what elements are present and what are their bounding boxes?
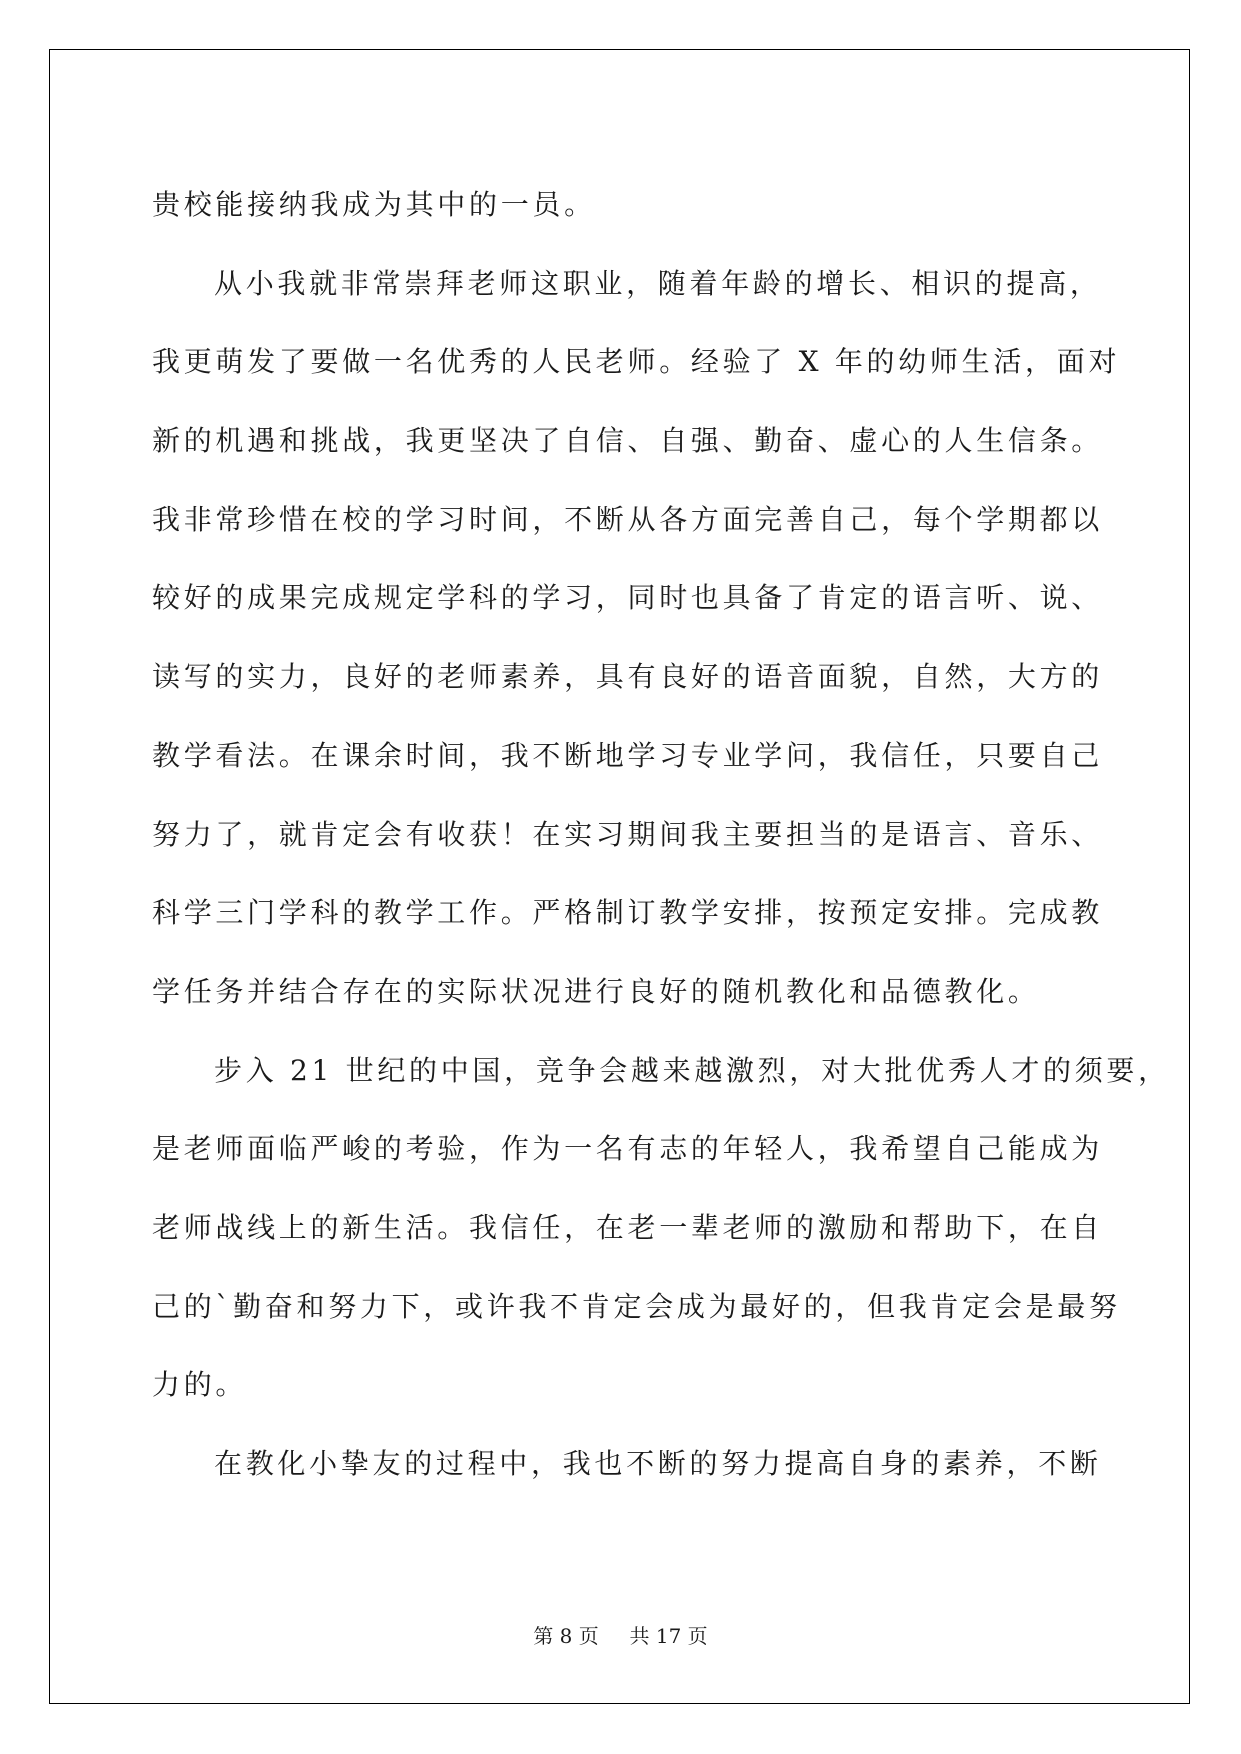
text-line: 读写的实力，良好的老师素养，具有良好的语音面貌，自然，大方的 xyxy=(152,660,1104,694)
page-number: 第 8 页 xyxy=(533,1624,599,1648)
text-line: 较好的成果完成规定学科的学习，同时也具备了肯定的语言听、说、 xyxy=(152,581,1104,615)
text-line: 我更萌发了要做一名优秀的人民老师。经验了 X 年的幼师生活，面对 xyxy=(152,345,1121,379)
text-line: 贵校能接纳我成为其中的一员。 xyxy=(152,188,596,221)
body-text xyxy=(152,166,1170,1504)
text-line: 己的`勤奋和努力下，或许我不肯定会成为最好的，但我肯定会是最努 xyxy=(152,1289,1121,1323)
text-line: 我非常珍惜在校的学习时间，不断从各方面完善自己，每个学期都以 xyxy=(152,502,1104,536)
text-line: 在教化小挚友的过程中，我也不断的努力提高自身的素养，不断 xyxy=(214,1447,1102,1480)
text-line: 从小我就非常崇拜老师这职业，随着年龄的增长、相识的提高， xyxy=(214,266,1102,300)
text-line: 努力了，就肯定会有收获！在实习期间我主要担当的是语言、音乐、 xyxy=(152,817,1104,851)
text-line: 教学看法。在课余时间，我不断地学习专业学问，我信任，只要自己 xyxy=(152,738,1104,772)
text-line: 科学三门学科的教学工作。严格制订教学安排，按预定安排。完成教 xyxy=(152,896,1104,930)
text-line: 新的机遇和挑战，我更坚决了自信、自强、勤奋、虚心的人生信条。 xyxy=(152,424,1104,458)
text-line: 是老师面临严峻的考验，作为一名有志的年轻人，我希望自己能成为 xyxy=(152,1132,1104,1166)
text-line: 老师战线上的新生活。我信任，在老一辈老师的激励和帮助下，在自 xyxy=(152,1210,1104,1244)
page-footer xyxy=(0,1620,1241,1649)
page-total: 共 17 页 xyxy=(629,1624,708,1648)
text-line: 步入 21 世纪的中国，竞争会越来越激烈，对大批优秀人才的须要， xyxy=(214,1053,1170,1087)
text-line: 力的。 xyxy=(152,1368,248,1402)
text-line: 学任务并结合存在的实际状况进行良好的随机教化和品德教化。 xyxy=(152,974,1040,1008)
